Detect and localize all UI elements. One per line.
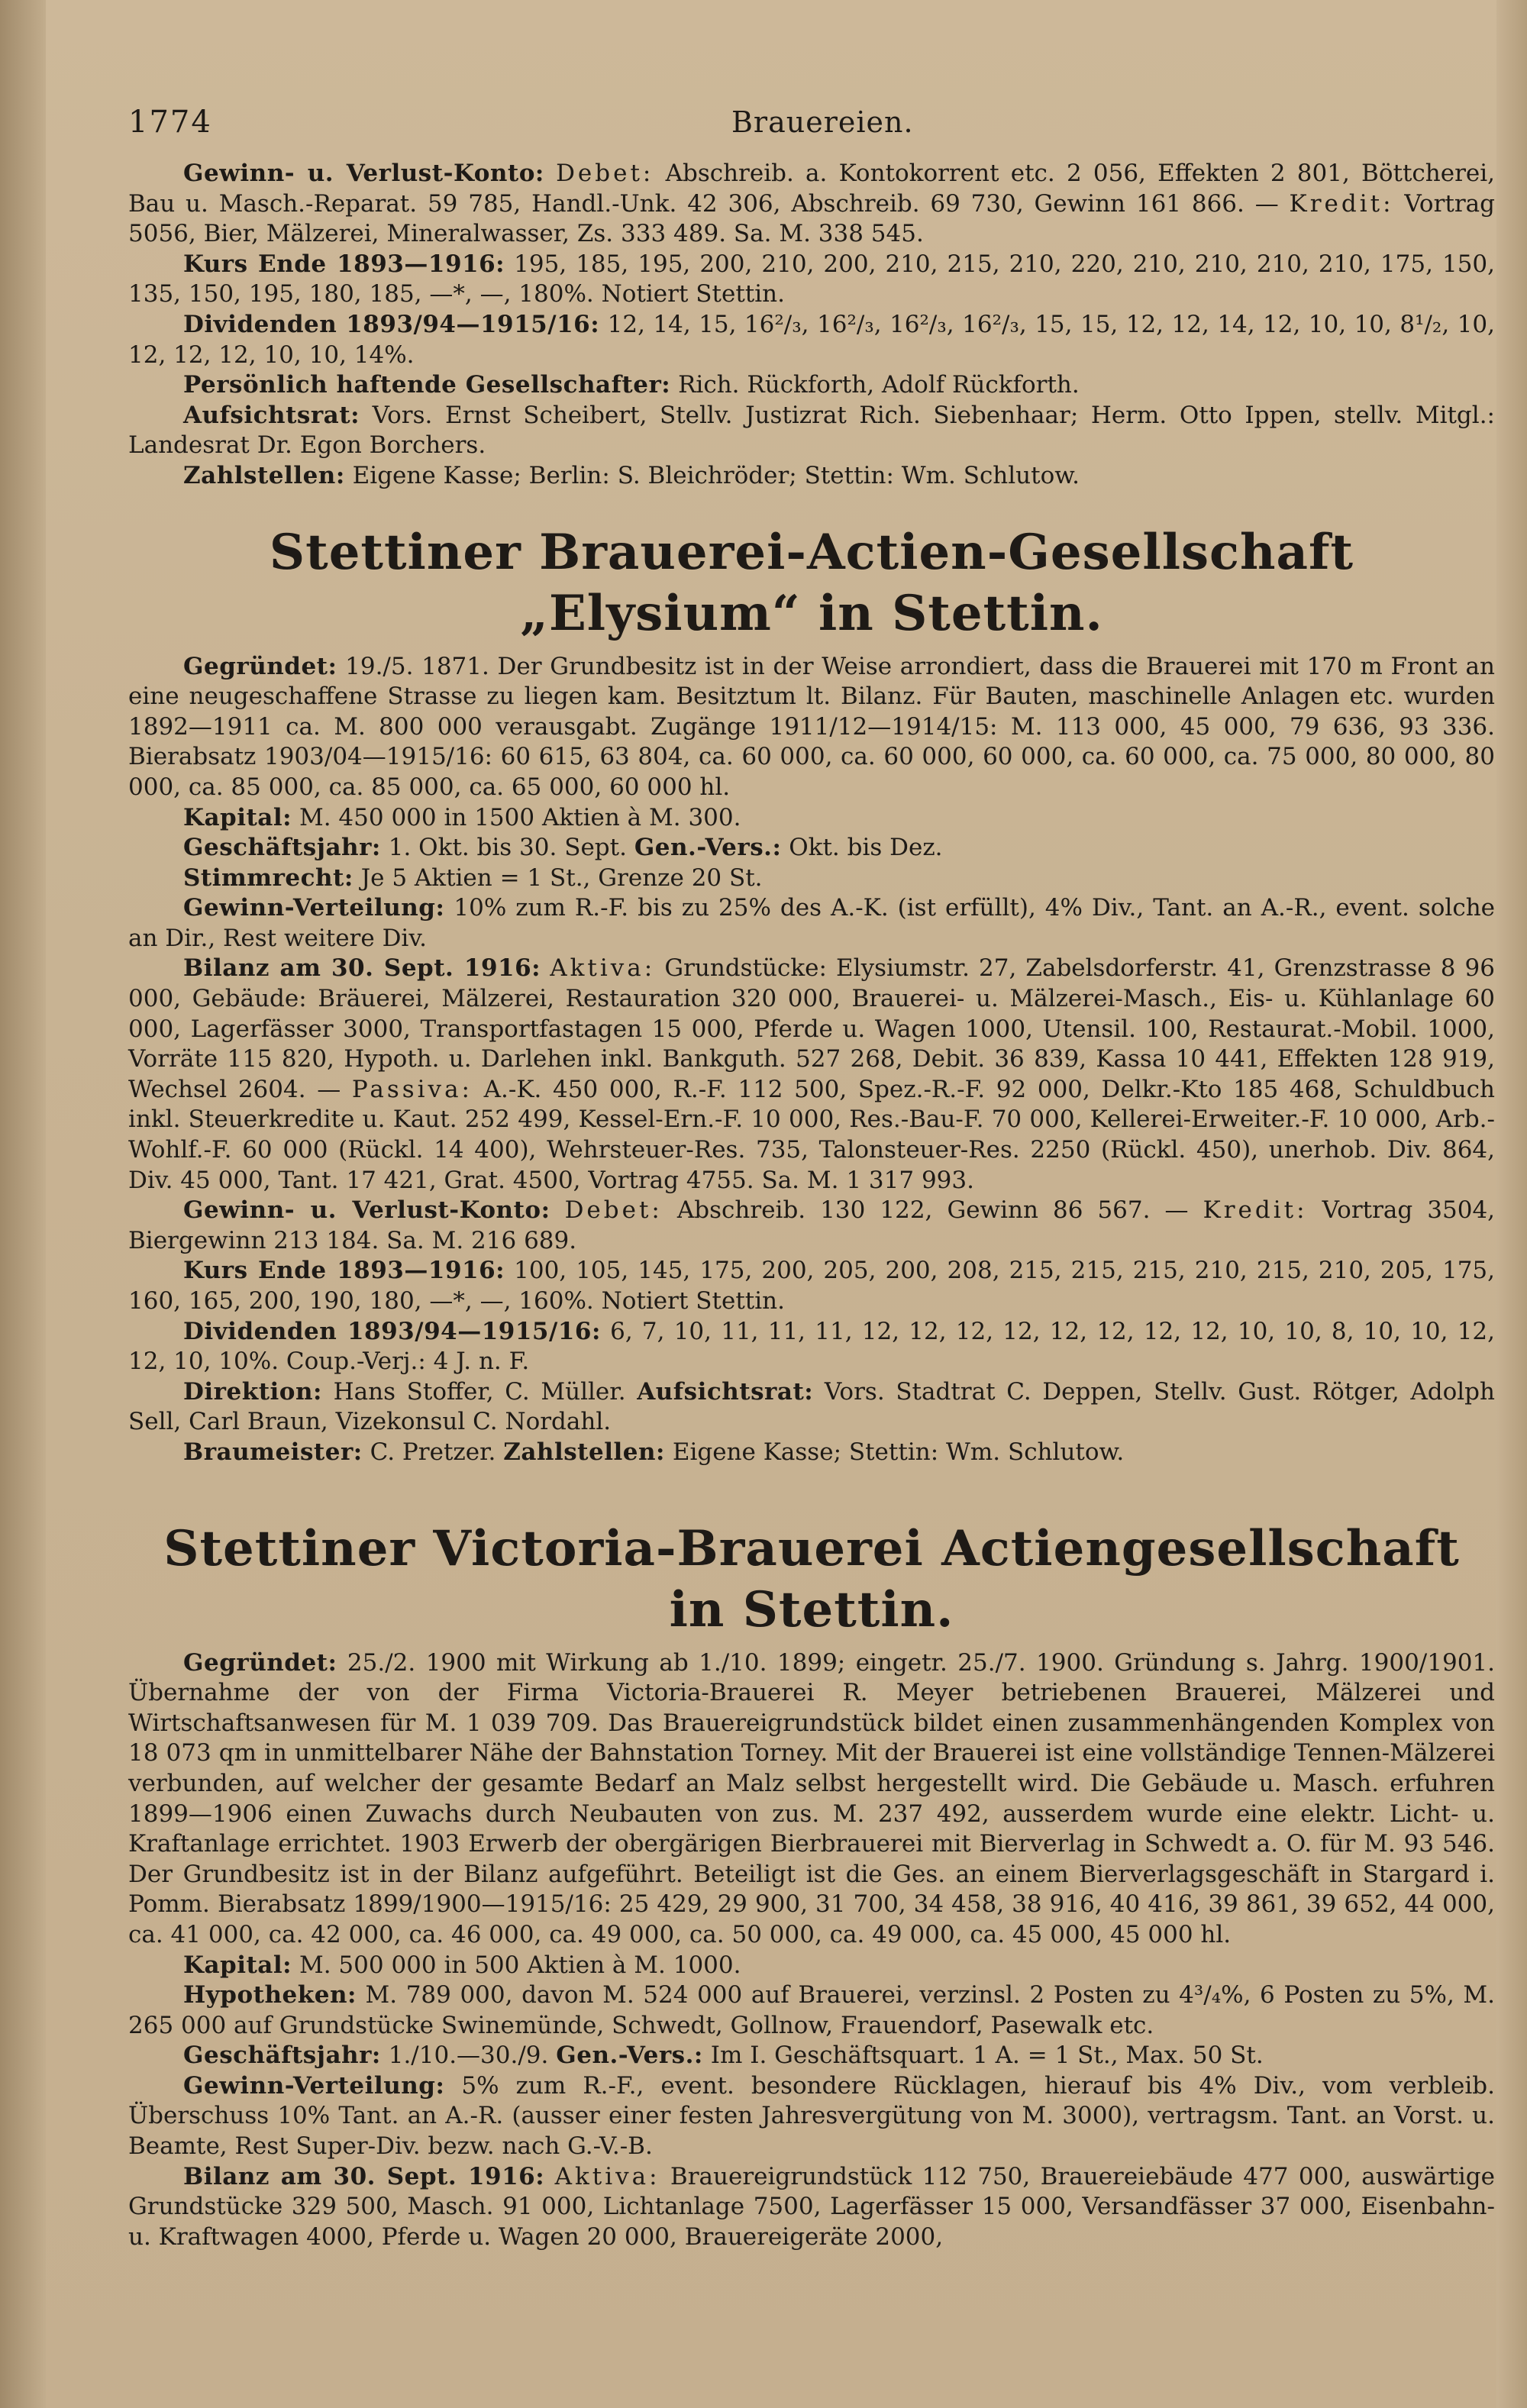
debit-text: Abschreib. a. Kontokorrent etc. 2 056, Effekten 2 801, Böttcherei, Bau u. Masch.-Reparat. 59 785, Handl.-Unk. 42 306, Abschreib. 69 730, Gewinn 161 866. —: [128, 160, 1496, 218]
profit-distribution-paragraph: [128, 893, 1495, 954]
paying-agents-paragraph: [128, 461, 1495, 492]
page-edge-right: [1496, 0, 1527, 2408]
page-edge-left: [0, 0, 46, 2408]
profit-distribution-label: Gewinn-Verteilung:: [183, 2071, 445, 2100]
capital-text: M. 500 000 in 500 Aktien à M. 1000.: [299, 1951, 741, 1979]
partners-paragraph: [128, 370, 1495, 401]
debit-label: Debet:: [564, 1196, 663, 1225]
voting-rights-label: Stimmrecht:: [183, 863, 354, 892]
profit-loss-paragraph: [128, 159, 1495, 250]
share-price-paragraph: [128, 1256, 1495, 1316]
capital-paragraph: [128, 1951, 1495, 1981]
dividends-paragraph: [128, 1317, 1495, 1377]
mortgages-text: M. 789 000, davon M. 524 000 auf Brauerei, verzinsl. 2 Posten zu 4³/₄%, 6 Posten zu 5%, M. 265 000 auf Grundstücke Swinemünde, Schwedt, Gollnow, Frauendorf, Pasewalk etc.: [128, 1981, 1495, 2039]
fiscal-year-paragraph: [128, 2041, 1495, 2071]
mortgages-label: Hypotheken:: [183, 1981, 357, 2009]
balance-sheet-paragraph: [128, 2162, 1495, 2253]
balance-sheet-label: Bilanz am 30. Sept. 1916:: [183, 954, 541, 983]
dividends-text: 6, 7, 10, 11, 11, 11, 12, 12, 12, 12, 12, 12, 12, 12, 10, 10, 8, 10, 10, 12, 12, 10, 10%. Coup.-Verj.: 4 J. n. F.: [128, 1317, 1496, 1376]
capital-label: Kapital:: [183, 803, 292, 831]
victoria-title: Stettiner Victoria-Brauerei Actiengesellschaft in Stettin.: [163, 1519, 1460, 1638]
debit-label: Debet:: [556, 160, 654, 187]
elysium-title: Stettiner Brauerei-Actien-Gesellschaft „Elysium“ in Stettin.: [269, 523, 1354, 642]
liabilities-text: A.-K. 450 000, R.-F. 112 500, Spez.-R.-F. 92 000, Delkr.-Kto 185 468, Schuldbuch inkl. Steuerkredite u. Kaut. 252 499, Kessel-Ern.-F. 10 000, Res.-Bau-F. 70 000, Kellerei-Erweiter.-F. 10 000, Arb.-Wohlf.-F. 60 000 (Rückl. 14 400), Wehrsteuer-Res. 735, Talonsteuer-Res. 2250 (Rückl. 450), unerhob. Div. 864, Div. 45 000, Tant. 17 421, Grat. 4500, Vortrag 4755. Sa. M. 1 317 993.: [128, 1075, 1496, 1194]
running-title: Brauereien.: [731, 105, 914, 139]
founded-label: Gegründet:: [183, 1648, 337, 1677]
partners-text: Rich. Rückforth, Adolf Rückforth.: [678, 371, 1080, 399]
supervisory-board-paragraph: [128, 401, 1495, 461]
page-header: [128, 92, 1495, 153]
previous-company-entry: [128, 159, 1495, 492]
assets-label: Aktiva:: [550, 954, 656, 983]
capital-label: Kapital:: [183, 1951, 292, 1979]
fiscal-year-label: Geschäftsjahr:: [183, 834, 381, 862]
profit-distribution-text: 10% zum R.-F. bis zu 25% des A.-K. (ist erfüllt), 4% Div., Tant. an A.-R., event. solche an Dir., Rest weitere Div.: [128, 894, 1496, 952]
founded-label: Gegründet:: [183, 652, 337, 680]
share-price-label: Kurs Ende 1893—1916:: [183, 1257, 505, 1285]
assets-label: Aktiva:: [554, 2162, 660, 2190]
credit-label: Kredit:: [1203, 1196, 1308, 1225]
founded-paragraph: [128, 652, 1495, 803]
profit-loss-label: Gewinn- u. Verlust-Konto:: [183, 160, 544, 187]
dividends-label: Dividenden 1893/94—1915/16:: [183, 310, 600, 338]
dividends-label: Dividenden 1893/94—1915/16:: [183, 1317, 601, 1345]
fiscal-year-paragraph: [128, 833, 1495, 863]
fiscal-year-label: Geschäftsjahr:: [183, 2042, 381, 2070]
profit-loss-paragraph: [128, 1196, 1495, 1256]
profit-distribution-text: 5% zum R.-F., event. besondere Rücklagen, hierauf bis 4% Div., vom verbleib. Überschuss 10% Tant. an A.-R. (ausser einer festen Jahresvergütung von M. 3000), vertragsm. Tant. an Vorst. u. Beamte, Rest Super-Div. bezw. nach G.-V.-B.: [128, 2071, 1495, 2161]
partners-label: Persönlich haftende Gesellschafter:: [183, 371, 671, 399]
capital-paragraph: [128, 803, 1495, 834]
general-meeting-label: Gen.-Vers.:: [556, 2042, 703, 2070]
victoria-entry: [128, 1648, 1495, 2253]
general-meeting-text: Im I. Geschäftsquart. 1 A. = 1 St., Max. 50 St.: [710, 2042, 1264, 2070]
debit-text: Abschreib. 130 122, Gewinn 86 567. —: [676, 1196, 1189, 1225]
general-meeting-text: Okt. bis Dez.: [789, 834, 943, 862]
founded-paragraph: [128, 1648, 1495, 1951]
liabilities-label: Passiva:: [351, 1075, 473, 1103]
balance-sheet-paragraph: [128, 954, 1495, 1196]
brewmaster-label: Braumeister:: [183, 1438, 363, 1466]
voting-rights-text: Je 5 Aktien = 1 St., Grenze 20 St.: [360, 863, 763, 892]
capital-text: M. 450 000 in 1500 Aktien à M. 300.: [299, 803, 741, 831]
credit-label: Kredit:: [1289, 189, 1394, 218]
profit-loss-label: Gewinn- u. Verlust-Konto:: [183, 1196, 550, 1225]
management-label: Direktion:: [183, 1377, 322, 1406]
general-meeting-label: Gen.-Vers.:: [634, 834, 782, 862]
founded-text: 19./5. 1871. Der Grundbesitz ist in der Weise arrondiert, dass die Brauerei mit 170 m Front an eine neugeschaffene Strasse zu liegen kam. Besitztum lt. Bilanz. Für Bauten, maschinelle Anlagen etc. wurden 1892—1911 ca. M. 800 000 verausgabt. Zugänge 1911/12—1914/15: M. 113 000, 45 000, 79 636, 93 336. Bierabsatz 1903/04—1915/16: 60 615, 63 804, ca. 60 000, ca. 60 000, 60 000, ca. 60 000, ca. 75 000, 80 000, 80 000, ca. 85 000, ca. 85 000, ca. 65 000, 60 000 hl.: [128, 652, 1495, 801]
assets-text: Grundstücke: Elysiumstr. 27, Zabelsdorferstr. 41, Grenzstrasse 8 96 000, Gebäude: Bräuerei, Mälzerei, Restauration 320 000, Brauerei- u. Mälzerei-Masch., Eis- u. Kühlanlage 60 000, Lagerfässer 3000, Transportfastagen 15 000, Pferde u. Wagen 1000, Utensil. 100, Restaurat.-Mobil. 1000, Vorräte 115 820, Hypoth. u. Darlehen inkl. Bankguth. 527 268, Debit. 36 839, Kassa 10 441, Effekten 128 919, Wechsel 2604. —: [128, 954, 1496, 1103]
assets-text: Brauereigrundstück 112 750, Brauereiebäude 477 000, auswärtige Grundstücke 329 500, Masch. 91 000, Lichtanlage 7500, Lagerfässer 15 000, Versandfässer 37 000, Eisenbahn- u. Kraftwagen 4000, Pferde u. Wagen 20 000, Brauereigeräte 2000,: [128, 2162, 1495, 2251]
share-price-label: Kurs Ende 1893—1916:: [183, 250, 505, 278]
credit-text: Vortrag 3504, Biergewinn 213 184. Sa. M. 216 689.: [128, 1196, 1496, 1254]
paying-agents-label: Zahlstellen:: [503, 1438, 665, 1466]
share-price-text: 195, 185, 195, 200, 210, 200, 210, 215, 210, 220, 210, 210, 210, 210, 175, 150, 135, 150, 195, 180, 185, —*, —, 180%. Notiert Stettin.: [128, 250, 1496, 308]
fiscal-year-text: 1. Okt. bis 30. Sept.: [388, 834, 627, 862]
profit-distribution-label: Gewinn-Verteilung:: [183, 894, 445, 922]
profit-distribution-paragraph: [128, 2071, 1495, 2162]
dividends-paragraph: [128, 310, 1495, 370]
management-paragraph: [128, 1377, 1495, 1438]
page-number: 1774: [128, 105, 212, 140]
mortgages-paragraph: [128, 1980, 1495, 2041]
share-price-text: 100, 105, 145, 175, 200, 205, 200, 208, 215, 215, 215, 210, 215, 210, 205, 175, 160, 165, 200, 190, 180, —*, —, 160%. Notiert Stettin.: [128, 1257, 1496, 1315]
balance-sheet-label: Bilanz am 30. Sept. 1916:: [183, 2162, 545, 2190]
supervisory-board-label: Aufsichtsrat:: [637, 1377, 814, 1406]
share-price-paragraph: [128, 250, 1495, 310]
paying-agents-text: Eigene Kasse; Berlin: S. Bleichröder; Stettin: Wm. Schlutow.: [352, 461, 1080, 489]
supervisory-board-text: Vors. Ernst Scheibert, Stellv. Justizrat Rich. Siebenhaar; Herm. Otto Ippen, stellv. Mitgl.: Landesrat Dr. Egon Borchers.: [128, 401, 1495, 460]
paying-agents-text: Eigene Kasse; Stettin: Wm. Schlutow.: [672, 1438, 1125, 1466]
brewmaster-paragraph: [128, 1438, 1495, 1468]
supervisory-board-text: Vors. Stadtrat C. Deppen, Stellv. Gust. Rötger, Adolph Sell, Carl Braun, Vizekonsul C. Nordahl.: [128, 1377, 1495, 1436]
page-content: [128, 92, 1495, 2252]
founded-text: 25./2. 1900 mit Wirkung ab 1./10. 1899; eingetr. 25./7. 1900. Gründung s. Jahrg. 1900/1901. Übernahme der von der Firma Victoria-Brauerei R. Meyer betriebenen Brauerei, Mälzerei und Wirtschaftsanwesen für M. 1 039 709. Das Brauereigrundstück bildet einen zusammenhängenden Komplex von 18 073 qm in unmittelbarer Nähe der Bahnstation Torney. Mit der Brauerei ist eine vollständige Tennen-Mälzerei verbunden, auf welcher der gesamte Bedarf an Malz selbst hergestellt wird. Die Gebäude u. Masch. erfuhren 1899—1906 einen Zuwachs durch Neubauten von zus. M. 237 492, ausserdem wurde eine elektr. Licht- u. Kraftanlage errichtet. 1903 Erwerb der obergärigen Bierbrauerei mit Bierverlag in Schwedt a. O. für M. 93 546. Der Grundbesitz ist in der Bilanz aufgeführt. Beteiligt ist die Ges. an einem Bierverlagsgeschäft in Stargard i. Pomm. Bierabsatz 1899/1900—1915/16: 25 429, 29 900, 31 700, 34 458, 38 916, 40 416, 39 861, 39 652, 44 000, ca. 41 000, ca. 42 000, ca. 46 000, ca. 49 000, ca. 50 000, ca. 49 000, ca. 45 000, 45 000 hl.: [128, 1648, 1496, 1948]
dividends-text: 12, 14, 15, 16²/₃, 16²/₃, 16²/₃, 16²/₃, 15, 15, 12, 12, 14, 12, 10, 10, 8¹/₂, 10, 12, 12, 12, 10, 10, 14%.: [128, 310, 1495, 369]
supervisory-board-label: Aufsichtsrat:: [183, 401, 360, 429]
paying-agents-label: Zahlstellen:: [183, 461, 345, 489]
fiscal-year-text: 1./10.—30./9.: [388, 2042, 549, 2070]
credit-text: Vortrag 5056, Bier, Mälzerei, Mineralwasser, Zs. 333 489. Sa. M. 338 545.: [128, 189, 1496, 248]
management-text: Hans Stoffer, C. Müller.: [333, 1377, 626, 1406]
brewmaster-text: C. Pretzer.: [370, 1438, 496, 1466]
elysium-entry: [128, 652, 1495, 1468]
voting-rights-paragraph: [128, 863, 1495, 894]
